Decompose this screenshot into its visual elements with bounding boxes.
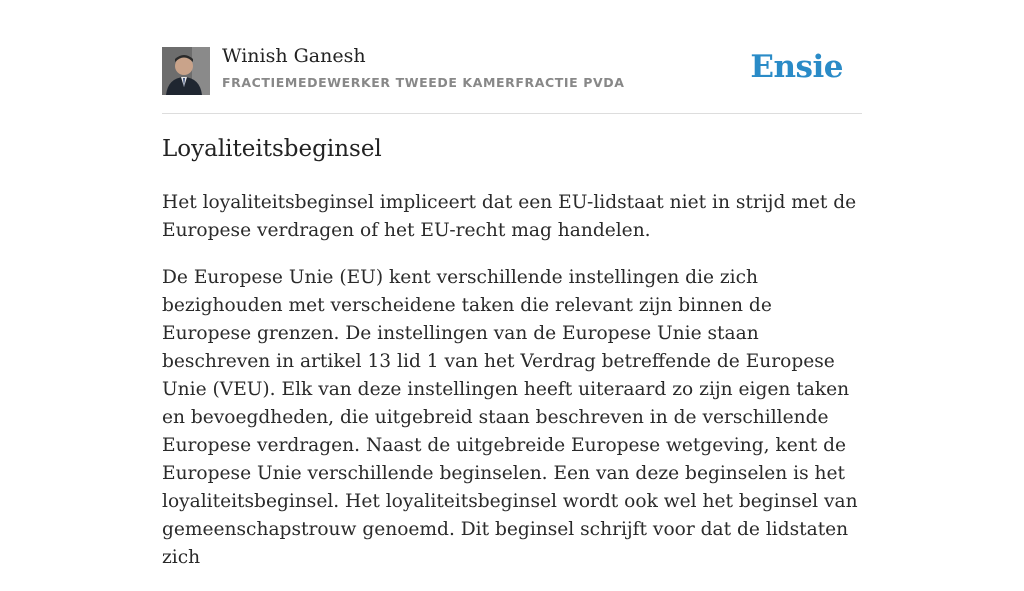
article-card	[162, 0, 862, 568]
article-paragraph: Het loyaliteitsbeginsel impliceert dat een EU-lidstaat niet in strijd met de Europese verdragen of het EU-recht mag handelen.	[162, 192, 857, 241]
article-title: Loyaliteitsbeginsel	[162, 136, 382, 162]
avatar-photo-icon	[162, 47, 210, 95]
author-role: FRACTIEMEDEWERKER TWEEDE KAMERFRACTIE PVDA	[222, 75, 625, 90]
avatar[interactable]	[162, 47, 210, 95]
article-header	[162, 0, 862, 114]
author-name[interactable]: Winish Ganesh	[222, 45, 366, 67]
article-body	[162, 189, 862, 591]
ensie-logo[interactable]: Ensie	[750, 49, 843, 85]
article-paragraph: De Europese Unie (EU) kent verschillende instellingen die zich bezighouden met verscheidene taken die relevant zijn binnen de Europese grenzen. De instellingen van de Europese Unie staan beschreven in artikel 13 lid 1 van het Verdrag betreffende de Europese Unie (VEU). Elk van deze instellingen heeft uiteraard zo zijn eigen taken en bevoegdheden, die uitgebreid staan beschreven in de verschillende Europese verdragen. Naast de uitgebreide Europese wetgeving, kent de Europese Unie verschillende beginselen. Een van deze beginselen is het loyaliteitsbeginsel. Het loyaliteitsbeginsel wordt ook wel het beginsel van gemeenschapstrouw genoemd. Dit beginsel schrijft voor dat de lidstaten zich	[162, 267, 858, 568]
